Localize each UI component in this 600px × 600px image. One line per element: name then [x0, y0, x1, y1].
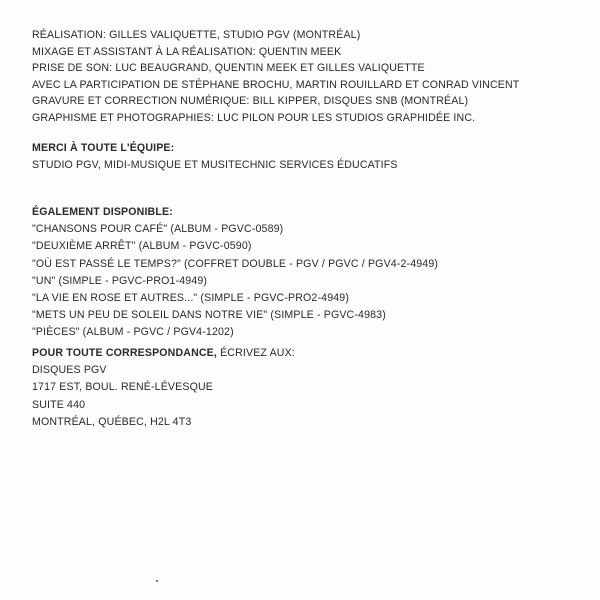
contact-heading [32, 345, 572, 362]
credits-section [32, 27, 572, 127]
discography-item: "LA VIE EN ROSE ET AUTRES..." (SIMPLE - PGVC-PRO2-4949) [32, 292, 349, 305]
credit-line: PRISE DE SON: LUC BEAUGRAND, QUENTIN MEEK ET GILLES VALIQUETTE [32, 62, 425, 75]
discography-item: "UN" (SIMPLE - PGVC-PRO1-4949) [32, 274, 208, 287]
credit-line: GRAVURE ET CORRECTION NUMÉRIQUE: BILL KIPPER, DISQUES SNB (MONTRÉAL) [32, 95, 469, 108]
discography-item: "METS UN PEU DE SOLEIL DANS NOTRE VIE" (SIMPLE - PGVC-4983) [32, 309, 386, 322]
contact-heading-rest: ÉCRIVEZ AUX: [217, 347, 295, 359]
thanks-text: STUDIO PGV, MIDI-MUSIQUE ET MUSITECHNIC SERVICES ÉDUCATIFS [32, 158, 398, 171]
credit-line: AVEC LA PARTICIPATION DE STÉPHANE BROCHU, MARTIN ROUILLARD ET CONRAD VINCENT [32, 78, 520, 91]
also-available-section [32, 204, 572, 342]
contact-section [32, 345, 572, 431]
print-speck [156, 580, 158, 582]
credit-line: MIXAGE ET ASSISTANT À LA RÉALISATION: QUENTIN MEEK [32, 45, 342, 58]
discography-item: "OÙ EST PASSÉ LE TEMPS?" (COFFRET DOUBLE - PGV / PGVC / PGV4-2-4949) [32, 257, 439, 270]
discography-item: "CHANSONS POUR CAFÉ" (ALBUM - PGVC-0589) [32, 223, 284, 236]
address-line: DISQUES PGV [32, 364, 107, 377]
credit-line: RÉALISATION: GILLES VALIQUETTE, STUDIO PGV (MONTRÉAL) [32, 29, 361, 41]
address-line: 1717 EST, BOUL. RENÉ-LÉVESQUE [32, 381, 213, 394]
credit-line: GRAPHISME ET PHOTOGRAPHIES: LUC PILON POUR LES STUDIOS GRAPHIDÉE INC. [32, 111, 476, 124]
thanks-heading: MERCI À TOUTE L'ÉQUIPE: [32, 142, 175, 154]
also-available-heading: ÉGALEMENT DISPONIBLE: [32, 206, 173, 218]
discography-item: "DEUXIÈME ARRÊT" (ALBUM - PGVC-0590) [32, 240, 252, 253]
thanks-section [32, 140, 572, 174]
address-line: MONTRÉAL, QUÉBEC, H2L 4T3 [32, 415, 192, 428]
address-line: SUITE 440 [32, 398, 86, 411]
discography-item: "PIÈCES" (ALBUM - PGVC / PGV4-1202) [32, 326, 234, 339]
contact-heading-bold: POUR TOUTE CORRESPONDANCE, [32, 347, 217, 359]
